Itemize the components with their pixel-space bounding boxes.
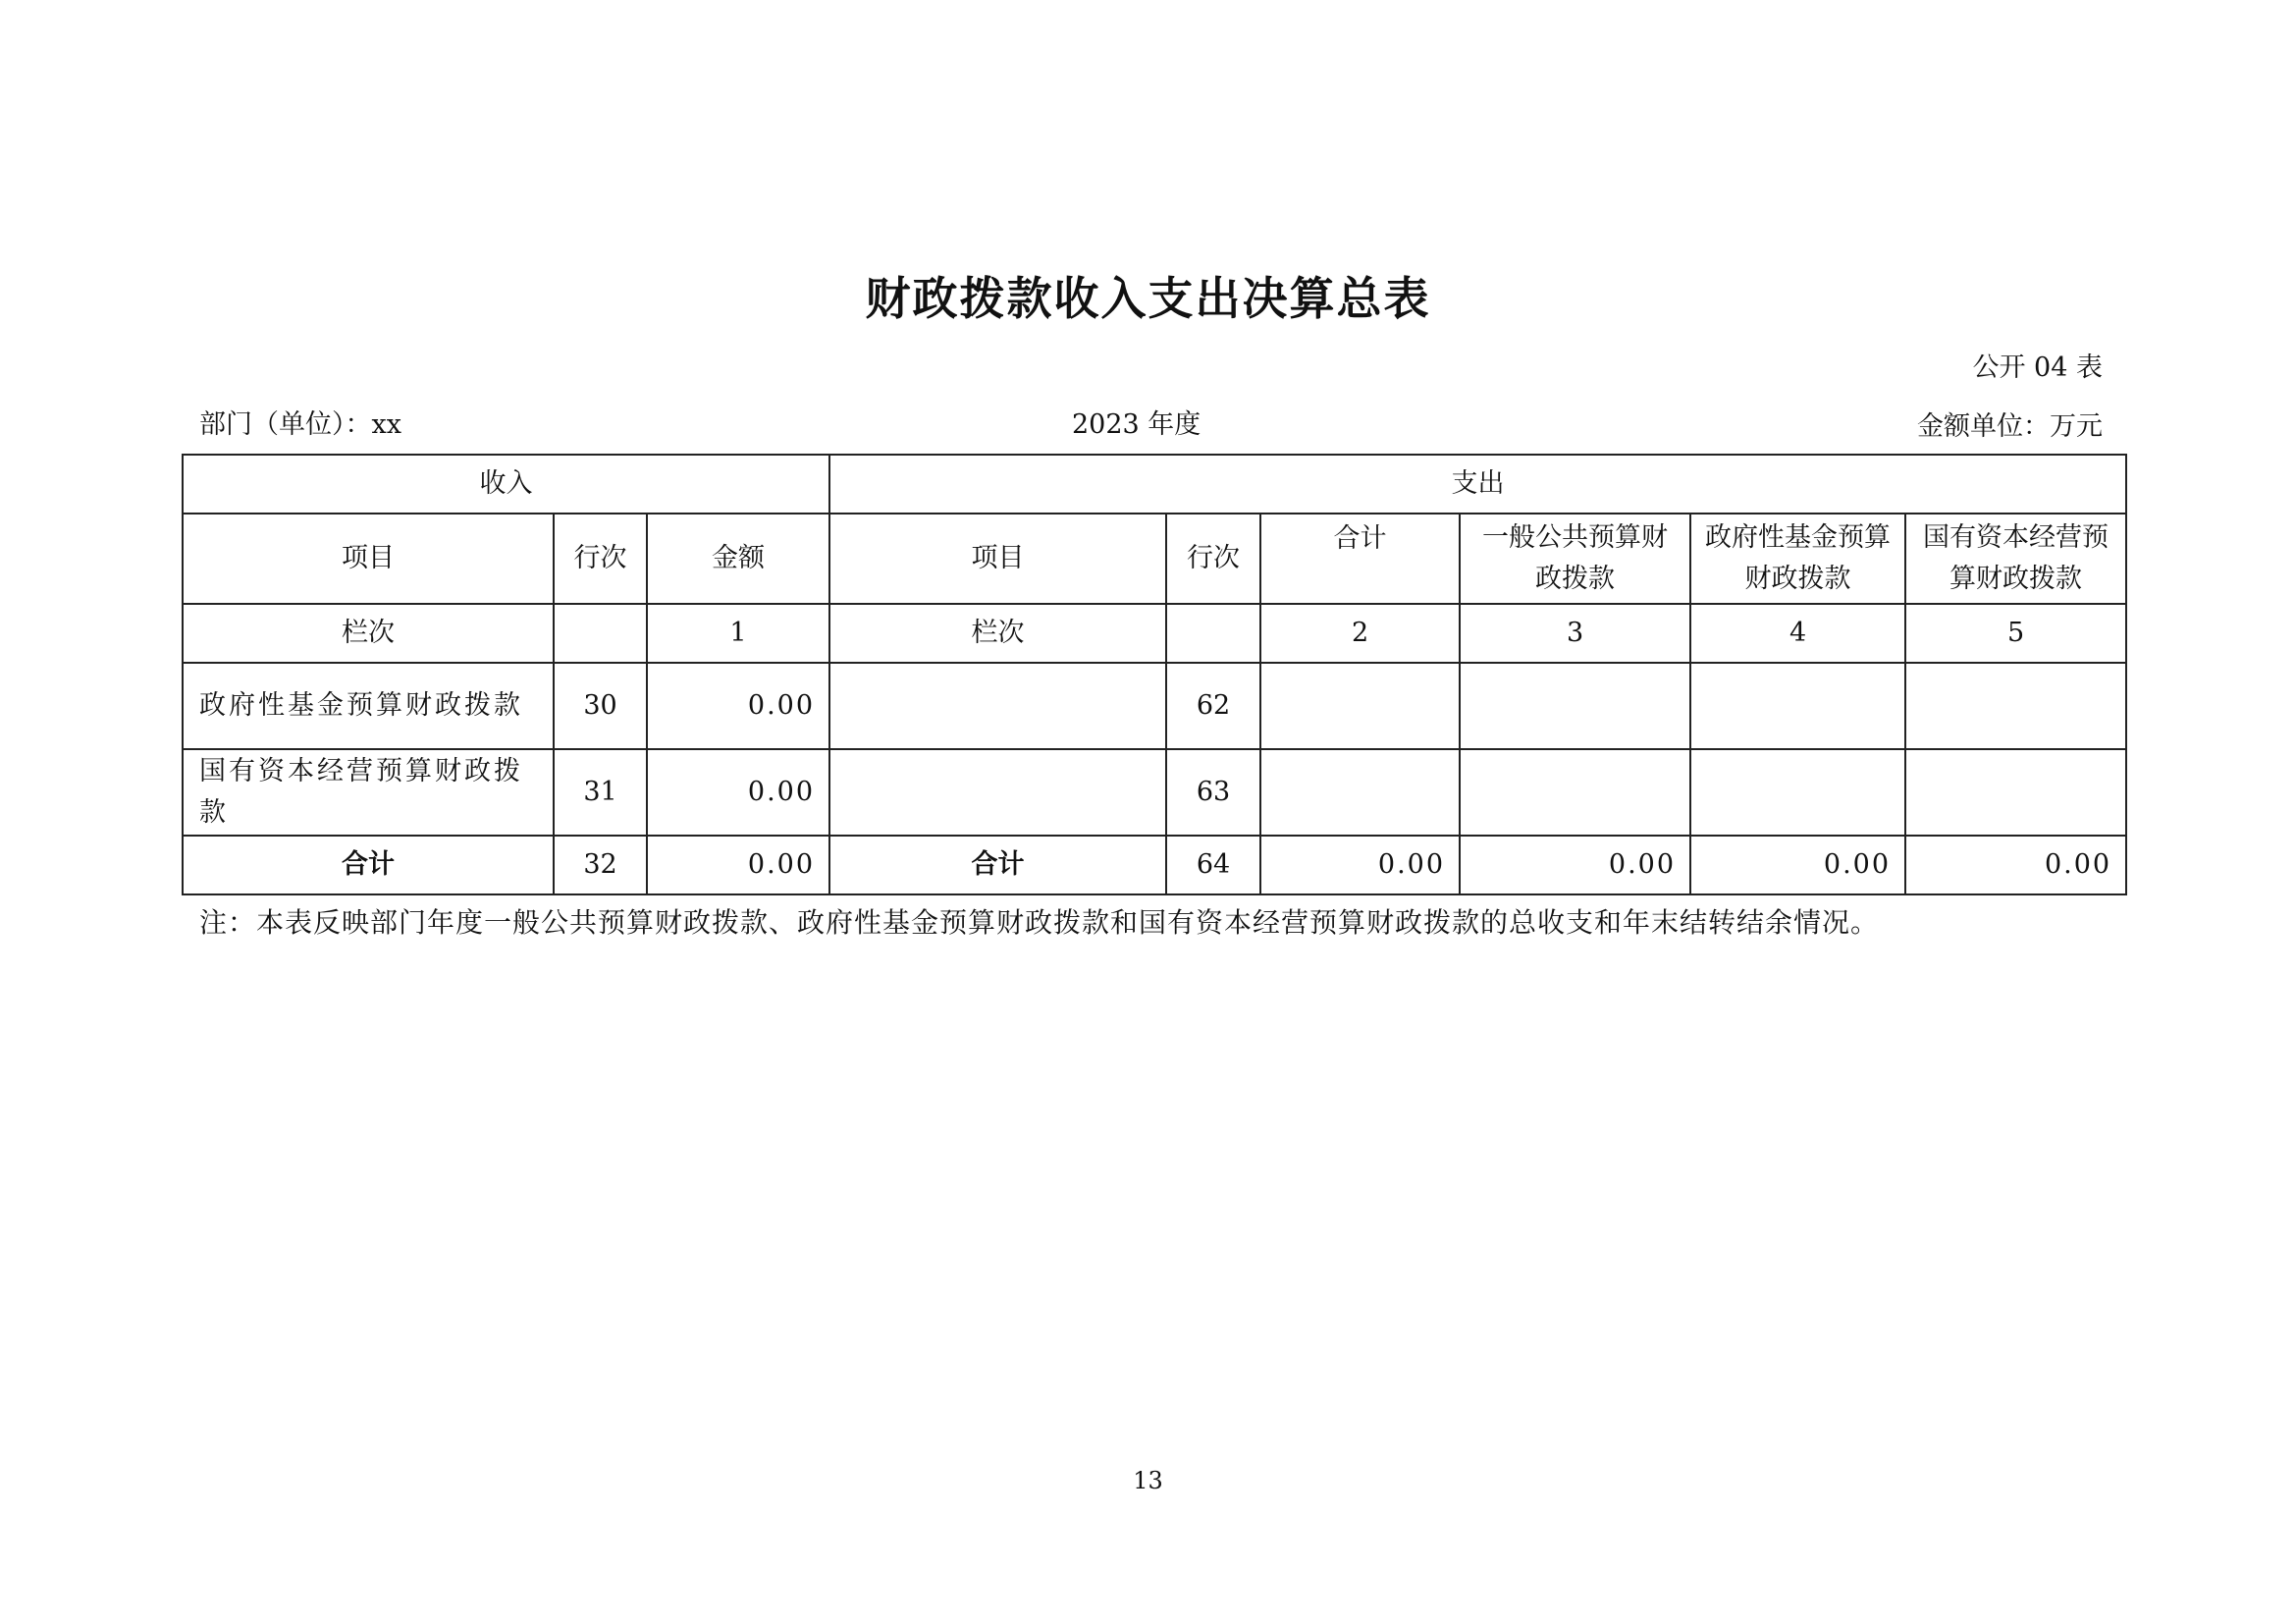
expense-item-header: 项目: [829, 514, 1166, 604]
soe-budget-header: 国有资本经营预算财政拨款: [1905, 514, 2126, 604]
income-total-line: 32: [554, 836, 647, 894]
soe-budget-total: 0.00: [1905, 836, 2126, 894]
income-total-label: 合计: [183, 836, 554, 894]
fund-budget-amount: [1690, 749, 1905, 836]
table-row: [183, 749, 2126, 836]
income-item: 国有资本经营预算财政拨款: [183, 749, 554, 836]
general-budget-total: 0.00: [1460, 836, 1690, 894]
column-index: 3: [1460, 604, 1690, 663]
income-amount: 0.00: [647, 663, 829, 749]
fund-budget-total: 0.00: [1690, 836, 1905, 894]
column-index: 1: [647, 604, 829, 663]
expense-total: [1260, 663, 1460, 749]
expense-grand-total: 0.00: [1260, 836, 1460, 894]
column-index-row: [183, 604, 2126, 663]
header-row-columns: [183, 514, 2126, 604]
income-item: 政府性基金预算财政拨款: [183, 663, 554, 749]
document-title: 财政拨款收入支出决算总表: [865, 272, 1431, 325]
total-row: [183, 836, 2126, 894]
fund-budget-header: 政府性基金预算财政拨款: [1690, 514, 1905, 604]
income-amount: 0.00: [647, 749, 829, 836]
page-number: 13: [1133, 1467, 1163, 1494]
expense-total: [1260, 749, 1460, 836]
expense-line: 63: [1166, 749, 1260, 836]
income-line-header: 行次: [554, 514, 647, 604]
expense-item: [829, 749, 1166, 836]
income-header: 收入: [183, 455, 829, 514]
column-index: 5: [1905, 604, 2126, 663]
expense-total-label: 合计: [829, 836, 1166, 894]
soe-budget-amount: [1905, 663, 2126, 749]
table-row: [183, 663, 2126, 749]
amount-unit: 金额单位：万元: [1917, 411, 2103, 442]
expense-index-label: 栏次: [829, 604, 1166, 663]
department-label: 部门（单位）：xx: [199, 409, 401, 440]
form-code: 公开 04 表: [1972, 352, 2103, 383]
general-budget-header: 一般公共预算财政拨款: [1460, 514, 1690, 604]
fund-budget-amount: [1690, 663, 1905, 749]
column-index: 2: [1260, 604, 1460, 663]
header-row-sections: [183, 455, 2126, 514]
table-note: 注：本表反映部门年度一般公共预算财政拨款、政府性基金预算财政拨款和国有资本经营预算财政拨款的总收支和年末结转结余情况。: [199, 906, 1880, 939]
general-budget-amount: [1460, 749, 1690, 836]
expense-line: 62: [1166, 663, 1260, 749]
expense-header: 支出: [829, 455, 2126, 514]
income-index-label: 栏次: [183, 604, 554, 663]
expense-item: [829, 663, 1166, 749]
expense-line-header: 行次: [1166, 514, 1260, 604]
income-line: 30: [554, 663, 647, 749]
column-index: 4: [1690, 604, 1905, 663]
expense-total-line: 64: [1166, 836, 1260, 894]
income-total-amount: 0.00: [647, 836, 829, 894]
soe-budget-amount: [1905, 749, 2126, 836]
general-budget-amount: [1460, 663, 1690, 749]
expense-total-header: 合计: [1260, 514, 1460, 604]
budget-summary-table: [182, 454, 2127, 895]
income-amount-header: 金额: [647, 514, 829, 604]
income-line: 31: [554, 749, 647, 836]
fiscal-year: 2023 年度: [1072, 409, 1201, 440]
table-cell: [1166, 604, 1260, 663]
income-item-header: 项目: [183, 514, 554, 604]
table-cell: [554, 604, 647, 663]
